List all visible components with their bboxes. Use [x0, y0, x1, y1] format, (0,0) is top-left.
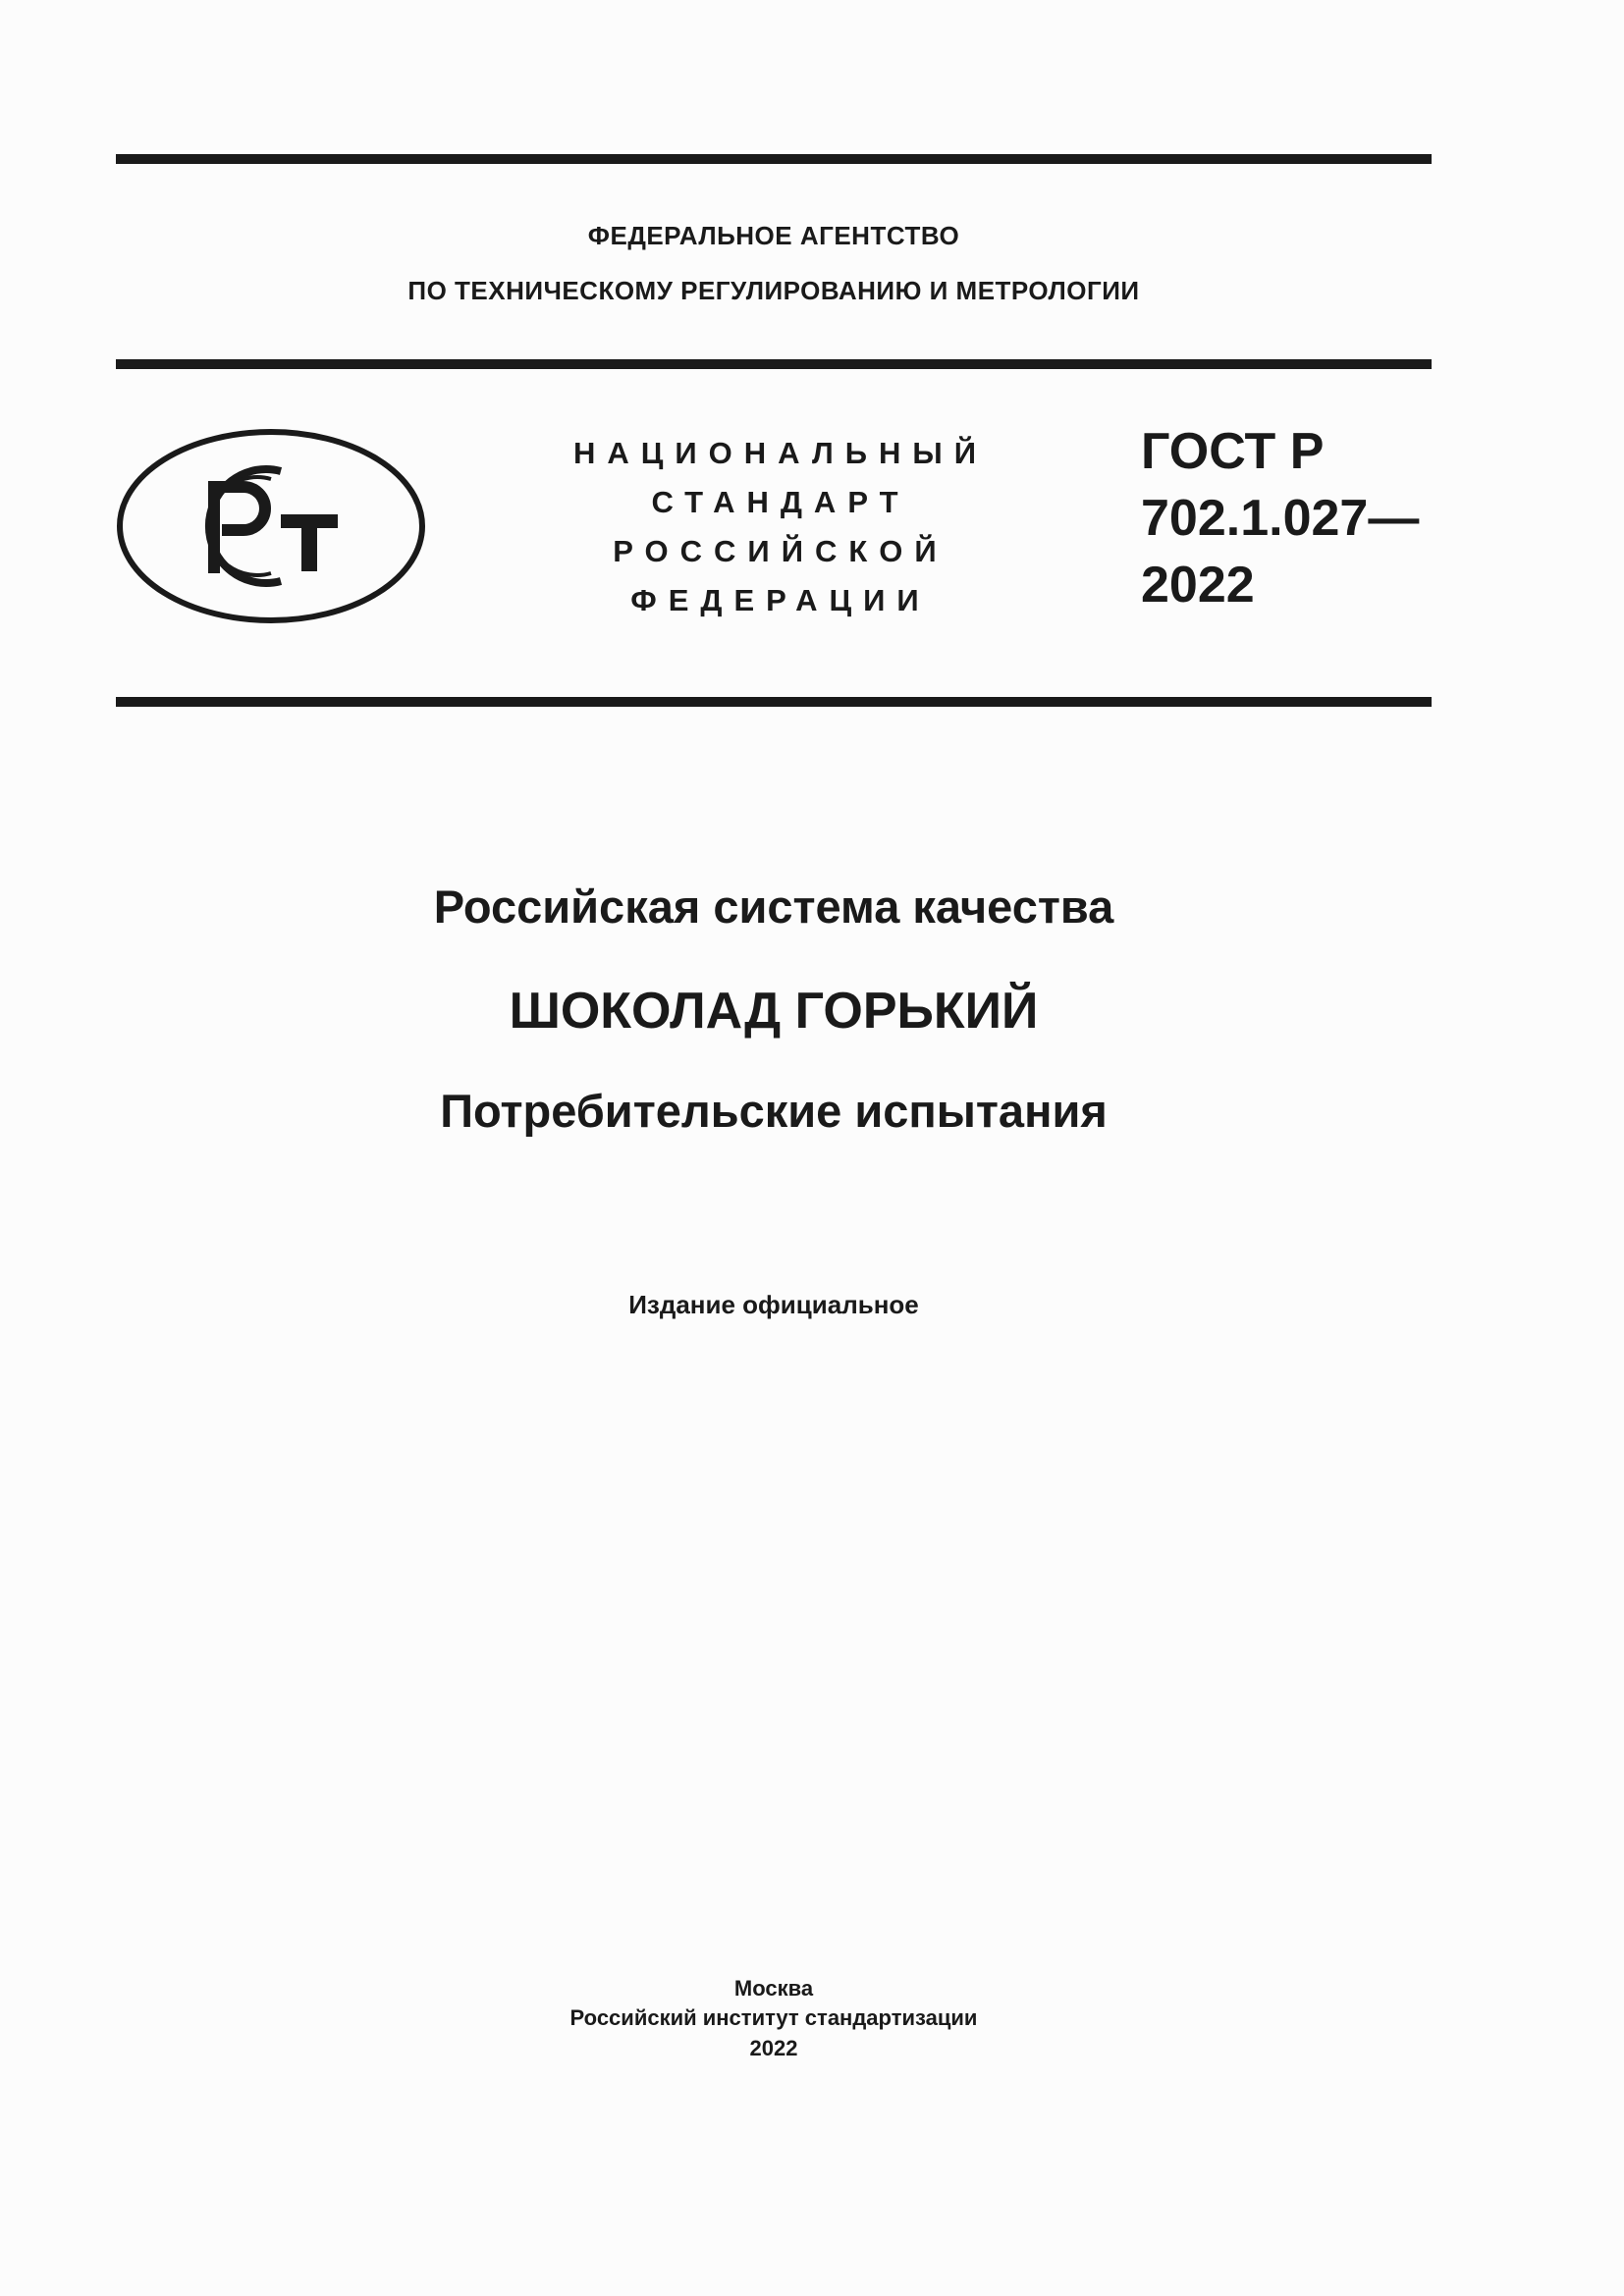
title-block-divider: [116, 697, 1432, 707]
standard-designation-line3: 2022: [1141, 557, 1255, 614]
imprint-year: 2022: [749, 2036, 798, 2060]
series-title: Российская система качества: [433, 881, 1114, 933]
standard-designation-line2: 702.1.027—: [1141, 490, 1420, 547]
standard-type-line1: НАЦИОНАЛЬНЫЙ: [572, 436, 989, 470]
rst-certification-mark-icon: [116, 428, 426, 624]
standard-type-line4: ФЕДЕРАЦИИ: [630, 583, 931, 617]
top-rule: [116, 154, 1432, 164]
document-subtitle: Потребительские испытания: [440, 1085, 1108, 1137]
agency-name-line1: ФЕДЕРАЛЬНОЕ АГЕНТСТВО: [587, 221, 960, 250]
imprint-publisher: Российский институт стандартизации: [569, 2005, 978, 2030]
standard-designation-line1: ГОСТ Р: [1141, 423, 1325, 480]
imprint-city: Москва: [733, 1976, 814, 2001]
standard-type-line3: РОССИЙСКОЙ: [613, 534, 948, 568]
document-title: ШОКОЛАД ГОРЬКИЙ: [509, 983, 1039, 1040]
agency-name-line2: ПО ТЕХНИЧЕСКОМУ РЕГУЛИРОВАНИЮ И МЕТРОЛОГИИ: [407, 276, 1140, 305]
standard-type-line2: СТАНДАРТ: [651, 485, 910, 519]
header-divider: [116, 359, 1432, 369]
edition-note: Издание официальное: [628, 1290, 919, 1319]
